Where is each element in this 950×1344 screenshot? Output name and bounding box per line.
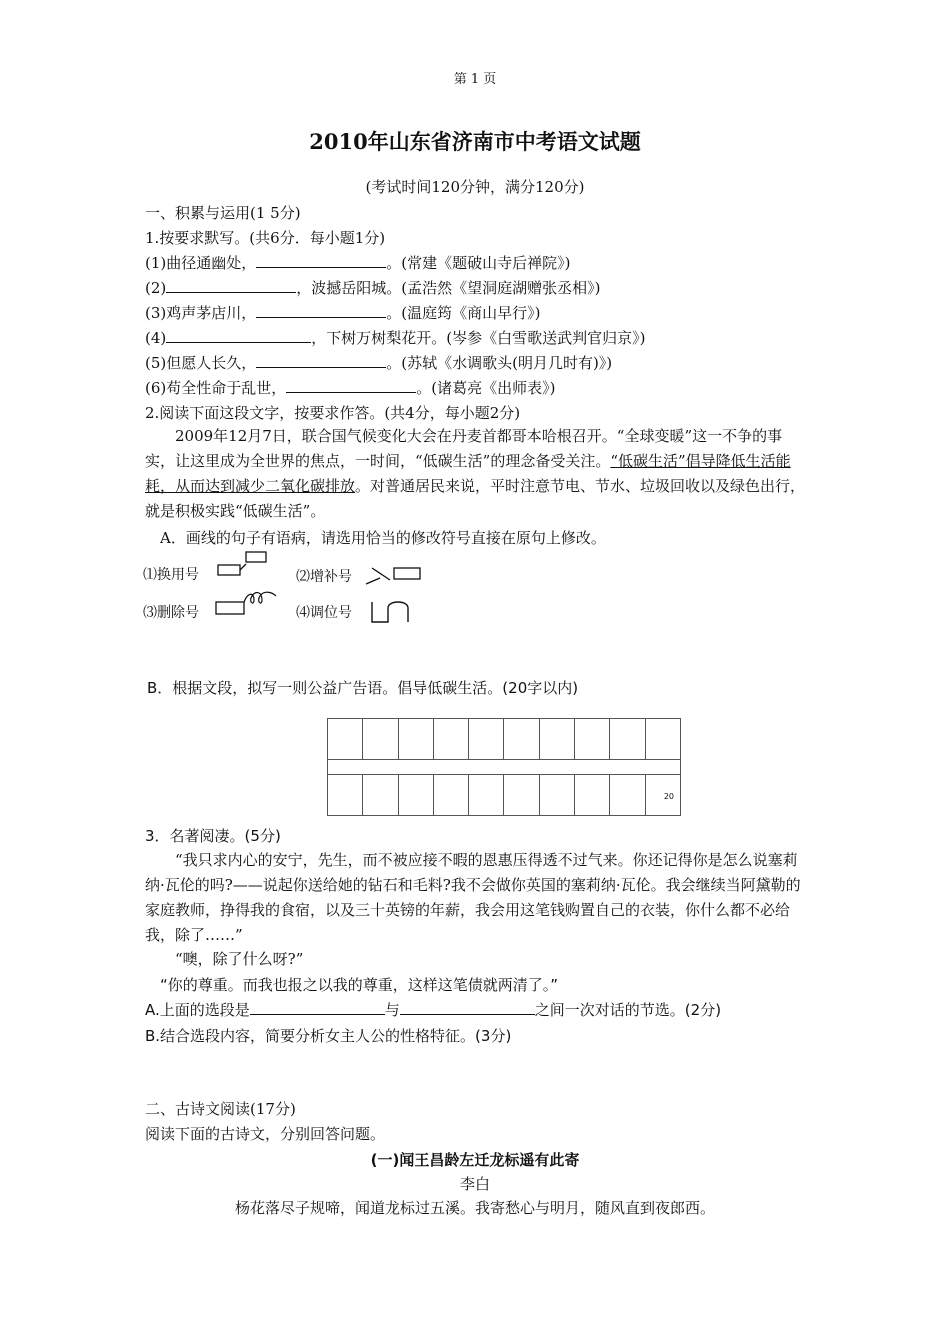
grid-cell[interactable] <box>469 719 504 760</box>
q1-heading: 1.按要求默写。(共6分．每小题1分) <box>145 229 386 247</box>
exam-title: 2010年山东省济南市中考语文试题 <box>309 129 641 154</box>
q2-part-b: B．根据文段，拟写一则公益广告语。倡导低碳生活。(20字以内) <box>147 679 579 697</box>
q3-heading: 3．名著阅凄。(5分) <box>145 827 281 845</box>
insert-symbol-icon <box>364 560 424 588</box>
symbol-label-delete: ⑶删除号 <box>143 605 199 621</box>
grid-cell[interactable] <box>539 775 574 816</box>
answer-blank[interactable] <box>166 278 296 293</box>
q1-item-source: ，波撼岳阳城。(孟浩然《望洞庭湖赠张丞相》) <box>296 279 601 297</box>
answer-blank[interactable] <box>400 1000 535 1015</box>
q1-item-4 <box>145 327 645 348</box>
grid-count-label: 20 <box>663 792 674 801</box>
answer-blank[interactable] <box>256 353 386 368</box>
grid-cell[interactable] <box>575 719 610 760</box>
q1-item-5 <box>145 352 612 373</box>
grid-cell[interactable] <box>504 775 539 816</box>
grid-cell[interactable] <box>645 719 680 760</box>
q1-item-text: (2) <box>145 279 167 297</box>
grid-cell[interactable] <box>328 775 363 816</box>
grid-cell[interactable] <box>575 775 610 816</box>
answer-blank[interactable] <box>256 303 386 318</box>
q1-item-text: (3)鸡声茅店川， <box>145 304 257 322</box>
underlined-sentence: “低碳生活”倡导降低生活能耗，从而达到减少二氧化碳排放 <box>145 452 791 495</box>
delete-symbol-icon <box>214 588 280 618</box>
passage-text: 2009年12月7日，联合国气候变化大会在丹麦首都哥本哈根召开。“全球变暖”这一不争的事实，让这里成为全世界的焦点，一时间，“低碳生活”的理念备受关注。 <box>145 427 783 470</box>
exam-info: (考试时间120分钟，满分120分) <box>365 178 585 196</box>
q1-item-1 <box>145 252 570 273</box>
answer-blank[interactable] <box>286 378 416 393</box>
q3-quote-1: “我只求内心的安宁，先生，而不被应接不暇的恩惠压得透不过气来。你还记得你是怎么说塞莉纳·瓦伦的吗?——说起你送给她的钻石和毛料?我不会做你英国的塞莉纳·瓦伦。我会继续当阿黛勒的家庭教师，挣得我的食宿，以及三十英镑的年薪，我会用这笔钱购置自己的衣装，你什么都不必给我，除了……” <box>145 851 801 944</box>
grid-cell[interactable] <box>539 719 574 760</box>
grid-cell[interactable] <box>363 719 398 760</box>
q1-item-6 <box>145 377 555 398</box>
grid-cell[interactable] <box>504 719 539 760</box>
q3-part-a <box>145 999 721 1020</box>
answer-grid[interactable] <box>327 718 681 816</box>
q2-heading: 2.阅读下面这段文字，按要求作答。(共4分，每小题2分) <box>145 404 521 422</box>
grid-cell[interactable] <box>610 775 645 816</box>
q3a-text: 之间一次对话的节选。(2分) <box>534 1001 722 1019</box>
passage-text: 。对普通居民来说，平时注意节电、节水、垃圾回收以及绿色出行，就是积极实践“低碳生活”。 <box>145 477 806 520</box>
poem-title: (一)闻王昌龄左迁龙标遥有此寄 <box>370 1151 580 1169</box>
q1-item-source: ，下树万树梨花开。(岑参《白雪歌送武判官归京》) <box>311 329 646 347</box>
page-number: 第 1 页 <box>453 72 497 87</box>
q1-item-source: 。(温庭筠《商山早行》) <box>386 304 541 322</box>
symbol-label-swap: ⑷调位号 <box>296 605 352 621</box>
q3a-text: A.上面的选段是 <box>145 1001 250 1019</box>
q1-item-text: (6)苟全性命于乱世， <box>145 379 287 397</box>
grid-cell[interactable] <box>433 719 468 760</box>
grid-cell[interactable] <box>610 719 645 760</box>
grid-cell[interactable] <box>433 775 468 816</box>
grid-cell[interactable] <box>469 775 504 816</box>
q1-item-text: (1)曲径通幽处， <box>145 254 257 272</box>
q3-quote-2: “噢，除了什么呀?” <box>175 950 304 968</box>
q1-item-source: 。(苏轼《水调歌头(明月几时有)》) <box>386 354 613 372</box>
answer-blank[interactable] <box>166 328 311 343</box>
section2-heading: 二、古诗文阅读(17分) <box>145 1100 296 1118</box>
answer-blank[interactable] <box>256 253 386 268</box>
q3a-text: 与 <box>384 1001 400 1019</box>
grid-cell[interactable] <box>398 775 433 816</box>
symbol-label-insert: ⑵增补号 <box>296 569 352 585</box>
q3-quote-3: “你的尊重。而我也报之以我的尊重，这样这笔债就两清了。” <box>160 976 559 994</box>
grid-cell[interactable] <box>645 775 680 816</box>
swap-symbol-icon <box>368 598 414 626</box>
q3-part-b: B.结合选段内容，简要分析女主人公的性格特征。(3分) <box>145 1027 512 1045</box>
answer-blank[interactable] <box>250 1000 385 1015</box>
q2-part-a: A．画线的句子有语病，请选用恰当的修改符号直接在原句上修改。 <box>160 529 606 547</box>
section2-intro: 阅读下面的古诗文，分别回答问题。 <box>145 1125 386 1143</box>
symbol-label-replace: ⑴换用号 <box>143 567 199 583</box>
grid-cell[interactable] <box>398 719 433 760</box>
grid-cell[interactable] <box>328 719 363 760</box>
replace-symbol-icon <box>216 550 268 580</box>
q1-item-source: 。(常建《题破山寺后禅院》) <box>386 254 571 272</box>
section1-heading: 一、积累与运用(1 5分) <box>145 204 301 222</box>
q2-passage <box>145 424 810 524</box>
q1-item-source: 。(诸葛亮《出师表》) <box>416 379 556 397</box>
grid-gap <box>328 760 681 775</box>
q1-item-text: (4) <box>145 329 167 347</box>
q1-item-text: (5)但愿人长久， <box>145 354 257 372</box>
poem-author: 李白 <box>459 1175 490 1193</box>
grid-cell[interactable] <box>363 775 398 816</box>
q1-item-3 <box>145 302 540 323</box>
poem-text: 杨花落尽子规啼，闻道龙标过五溪。我寄愁心与明月，随风直到夜郎西。 <box>234 1199 715 1217</box>
q1-item-2 <box>145 277 600 298</box>
